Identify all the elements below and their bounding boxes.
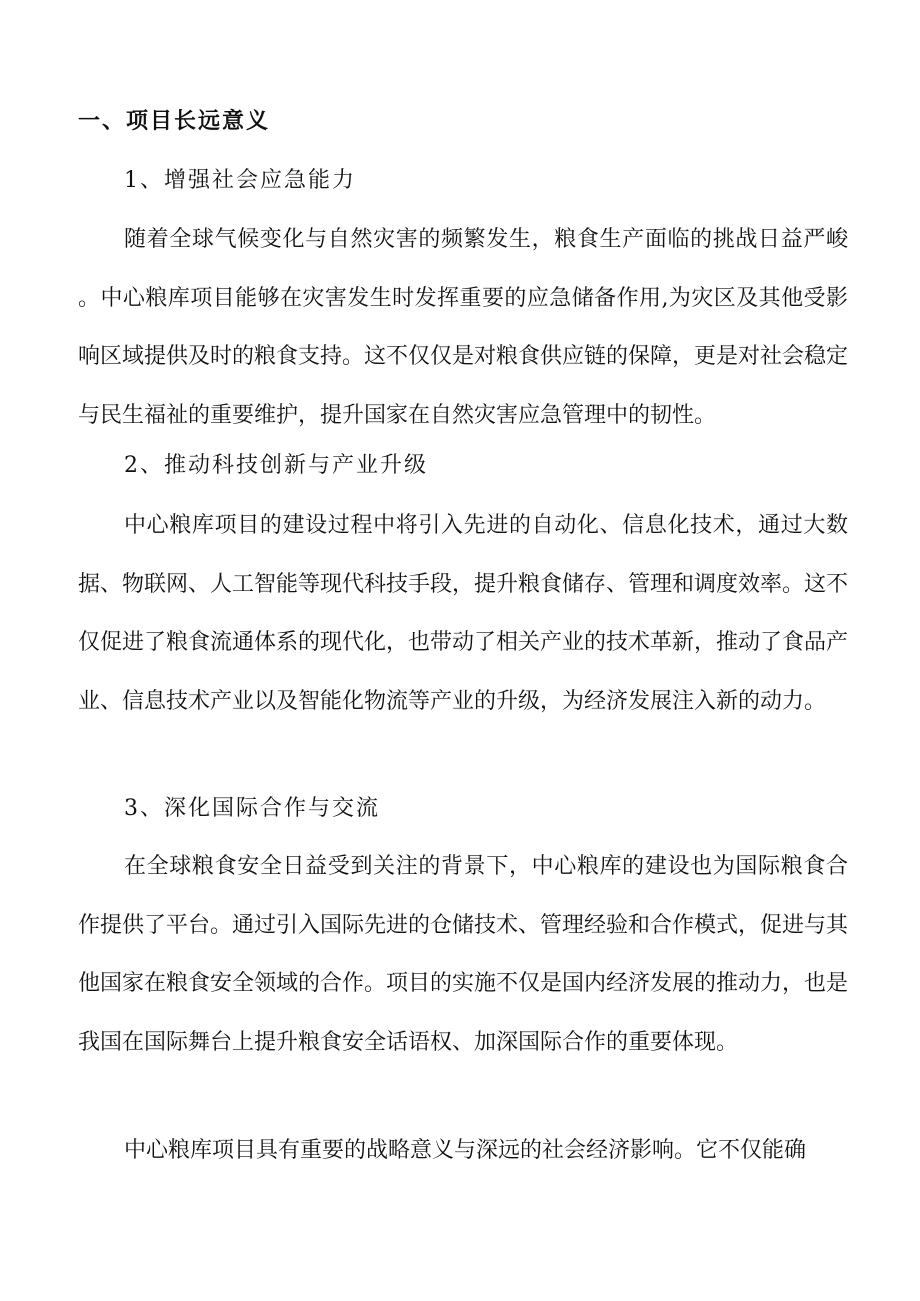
closing-paragraph: 中心粮库项目具有重要的战略意义与深远的社会经济影响。它不仅能确 — [124, 1138, 807, 1163]
section-heading: 一、项目长远意义 — [78, 108, 271, 134]
paragraph-1: 随着全球气候变化与自然灾害的频繁发生，粮食生产面临的挑战日益严峻。中心粮库项目能够在灾害发生时发挥重要的应急储备作用,为灾区及其他受影响区域提供及时的粮食支持。这不仅仅是对粮食供应链的保障，更是对社会稳定与民生福祉的重要维护，提升国家在自然灾害应急管理中的韧性。 — [78, 227, 849, 428]
subsection-title-2: 2、推动科技创新与产业升级 — [124, 453, 428, 478]
subsection-title-1: 1、增强社会应急能力 — [124, 168, 356, 193]
subsection-title-3: 3、深化国际合作与交流 — [124, 796, 380, 821]
paragraph-3: 在全球粮食安全日益受到关注的背景下，中心粮库的建设也为国际粮食合作提供了平台。通过引入国际先进的仓储技术、管理经验和合作模式，促进与其他国家在粮食安全领域的合作。项目的实施不仅是国内经济发展的推动力，也是我国在国际舞台上提升粮食安全话语权、加深国际合作的重要体现。 — [78, 854, 849, 1055]
paragraph-2: 中心粮库项目的建设过程中将引入先进的自动化、信息化技术，通过大数据、物联网、人工智能等现代科技手段，提升粮食储存、管理和调度效率。这不仅促进了粮食流通体系的现代化，也带动了相关产业的技术革新，推动了食品产业、信息技术产业以及智能化物流等产业的升级，为经济发展注入新的动力。 — [78, 513, 849, 714]
